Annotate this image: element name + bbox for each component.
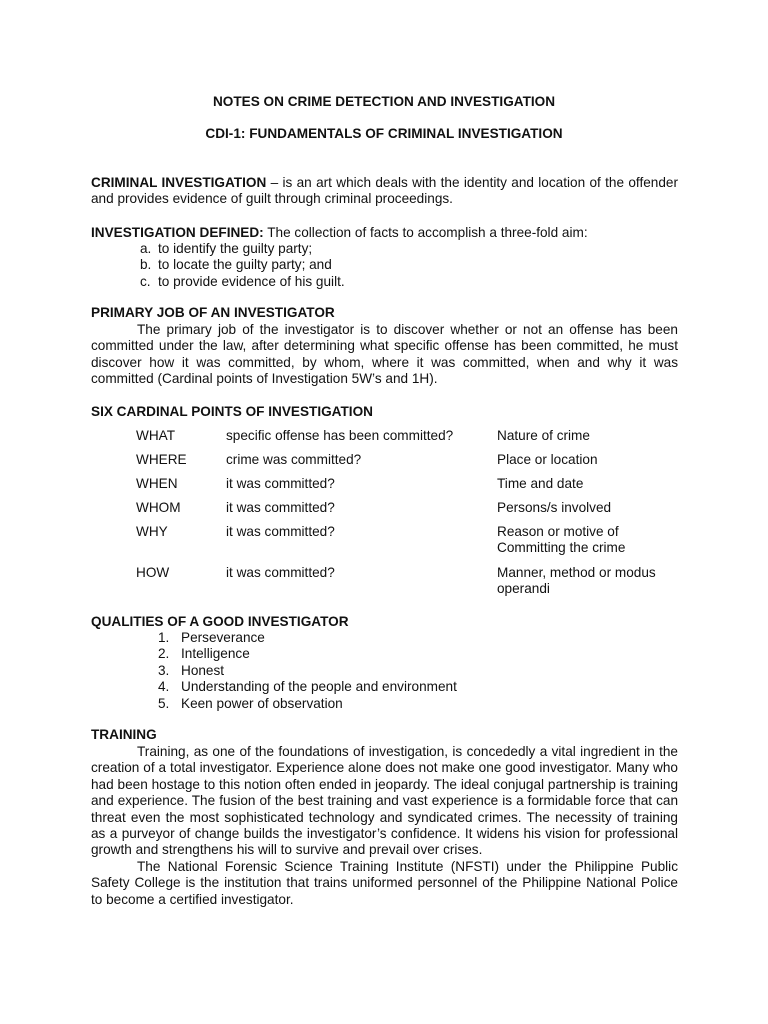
cardinal-point-row	[0, 524, 768, 564]
qualities-list	[158, 630, 718, 712]
investigation-defined-term: INVESTIGATION DEFINED:	[91, 225, 264, 240]
cardinal-point-question: it was committed?	[226, 476, 335, 491]
list-marker: b.	[140, 257, 152, 273]
list-item-text: to identify the guilty party;	[158, 241, 313, 256]
training-paragraph-1: Training, as one of the foundations of investigation, is concededly a vital ingredient in the creation of a total investigator. Experience alone does not make one good investigator. Many who had been hostage to this notion often ended in jeopardy. The ideal conjugal partnership is training and experience. The fusion of the best training and vast experience is a formidable force that can threat even the most sophisticated technology and syndicated crimes. The necessity of training as a purveyor of change builds the investigator’s confidence. It widens his vision for professional growth and strengthens his will to survive and prevail over crises.	[91, 744, 678, 858]
cardinal-point-label: WHOM	[136, 500, 181, 515]
three-fold-aim-list	[140, 241, 700, 290]
criminal-investigation-definition: – is an art which deals with the identity and location of the offender and provides evidence of guilt through criminal proceedings.	[91, 175, 678, 207]
list-item	[158, 646, 718, 662]
cardinal-point-meaning: Nature of crime	[497, 428, 590, 443]
qualities-heading: QUALITIES OF A GOOD INVESTIGATOR	[91, 614, 349, 629]
list-marker: 1.	[158, 630, 170, 645]
list-item	[158, 663, 718, 679]
list-item-text: to provide evidence of his guilt.	[158, 273, 345, 289]
training-paragraph-2: The National Forensic Science Training Institute (NFSTI) under the Philippine Public Safety College is the institution that trains uniformed personnel of the Philippine National Police to become a certified investigator.	[91, 859, 678, 907]
list-marker: a.	[140, 241, 152, 256]
cardinal-point-label: WHY	[136, 524, 168, 539]
criminal-investigation-term: CRIMINAL INVESTIGATION	[91, 175, 267, 190]
list-marker: 2.	[158, 646, 170, 662]
cardinal-point-question: it was committed?	[226, 500, 335, 515]
document-subtitle: CDI-1: FUNDAMENTALS OF CRIMINAL INVESTIGATION	[205, 126, 563, 141]
list-item-text: Honest	[181, 662, 225, 678]
list-item-text: Understanding of the people and environment	[181, 679, 457, 695]
list-marker: 4.	[158, 679, 170, 695]
cardinal-point-meaning: Place or location	[497, 452, 598, 467]
cardinal-point-meaning: Time and date	[497, 476, 584, 491]
cardinal-point-label: WHAT	[136, 428, 176, 443]
investigation-defined-paragraph	[91, 225, 678, 241]
primary-job-heading: PRIMARY JOB OF AN INVESTIGATOR	[91, 305, 335, 320]
list-item	[158, 696, 718, 712]
cardinal-point-question: it was committed?	[226, 524, 335, 539]
list-marker: 3.	[158, 662, 170, 678]
investigation-defined-text: The collection of facts to accomplish a three-fold aim:	[263, 225, 588, 240]
list-item-text: to locate the guilty party; and	[158, 257, 332, 273]
cardinal-point-label: WHEN	[136, 476, 178, 491]
cardinal-point-label: WHERE	[136, 452, 187, 467]
primary-job-paragraph: The primary job of the investigator is to discover whether or not an offense has been committed under the law, after determining what specific offense has been committed, he must discover how it was committed, by whom, where it was committed, when and why it was committed (Cardinal points of Investigation 5W’s and 1H).	[91, 322, 678, 387]
list-marker: 5.	[158, 695, 170, 711]
cardinal-point-meaning: Manner, method or modus operandi	[497, 565, 656, 597]
list-item	[140, 241, 700, 257]
cardinal-point-question: specific offense has been committed?	[226, 428, 454, 443]
cardinal-point-row	[0, 565, 768, 605]
list-marker: c.	[140, 273, 151, 289]
cardinal-point-label: HOW	[136, 565, 170, 580]
list-item-text: Keen power of observation	[181, 695, 343, 711]
list-item	[140, 257, 700, 273]
cardinal-point-meaning: Reason or motive of Committing the crime	[497, 524, 626, 556]
cardinal-points-heading: SIX CARDINAL POINTS OF INVESTIGATION	[91, 404, 373, 419]
training-heading: TRAINING	[91, 727, 157, 742]
criminal-investigation-paragraph	[91, 175, 678, 208]
cardinal-point-question: it was committed?	[226, 565, 335, 580]
list-item-text: Intelligence	[181, 646, 250, 662]
list-item	[158, 630, 718, 646]
list-item	[158, 679, 718, 695]
cardinal-point-question: crime was committed?	[226, 452, 362, 467]
list-item-text: Perseverance	[181, 630, 265, 645]
list-item	[140, 274, 700, 290]
document-title: NOTES ON CRIME DETECTION AND INVESTIGATION	[212, 94, 556, 109]
cardinal-point-meaning: Persons/s involved	[497, 500, 612, 515]
